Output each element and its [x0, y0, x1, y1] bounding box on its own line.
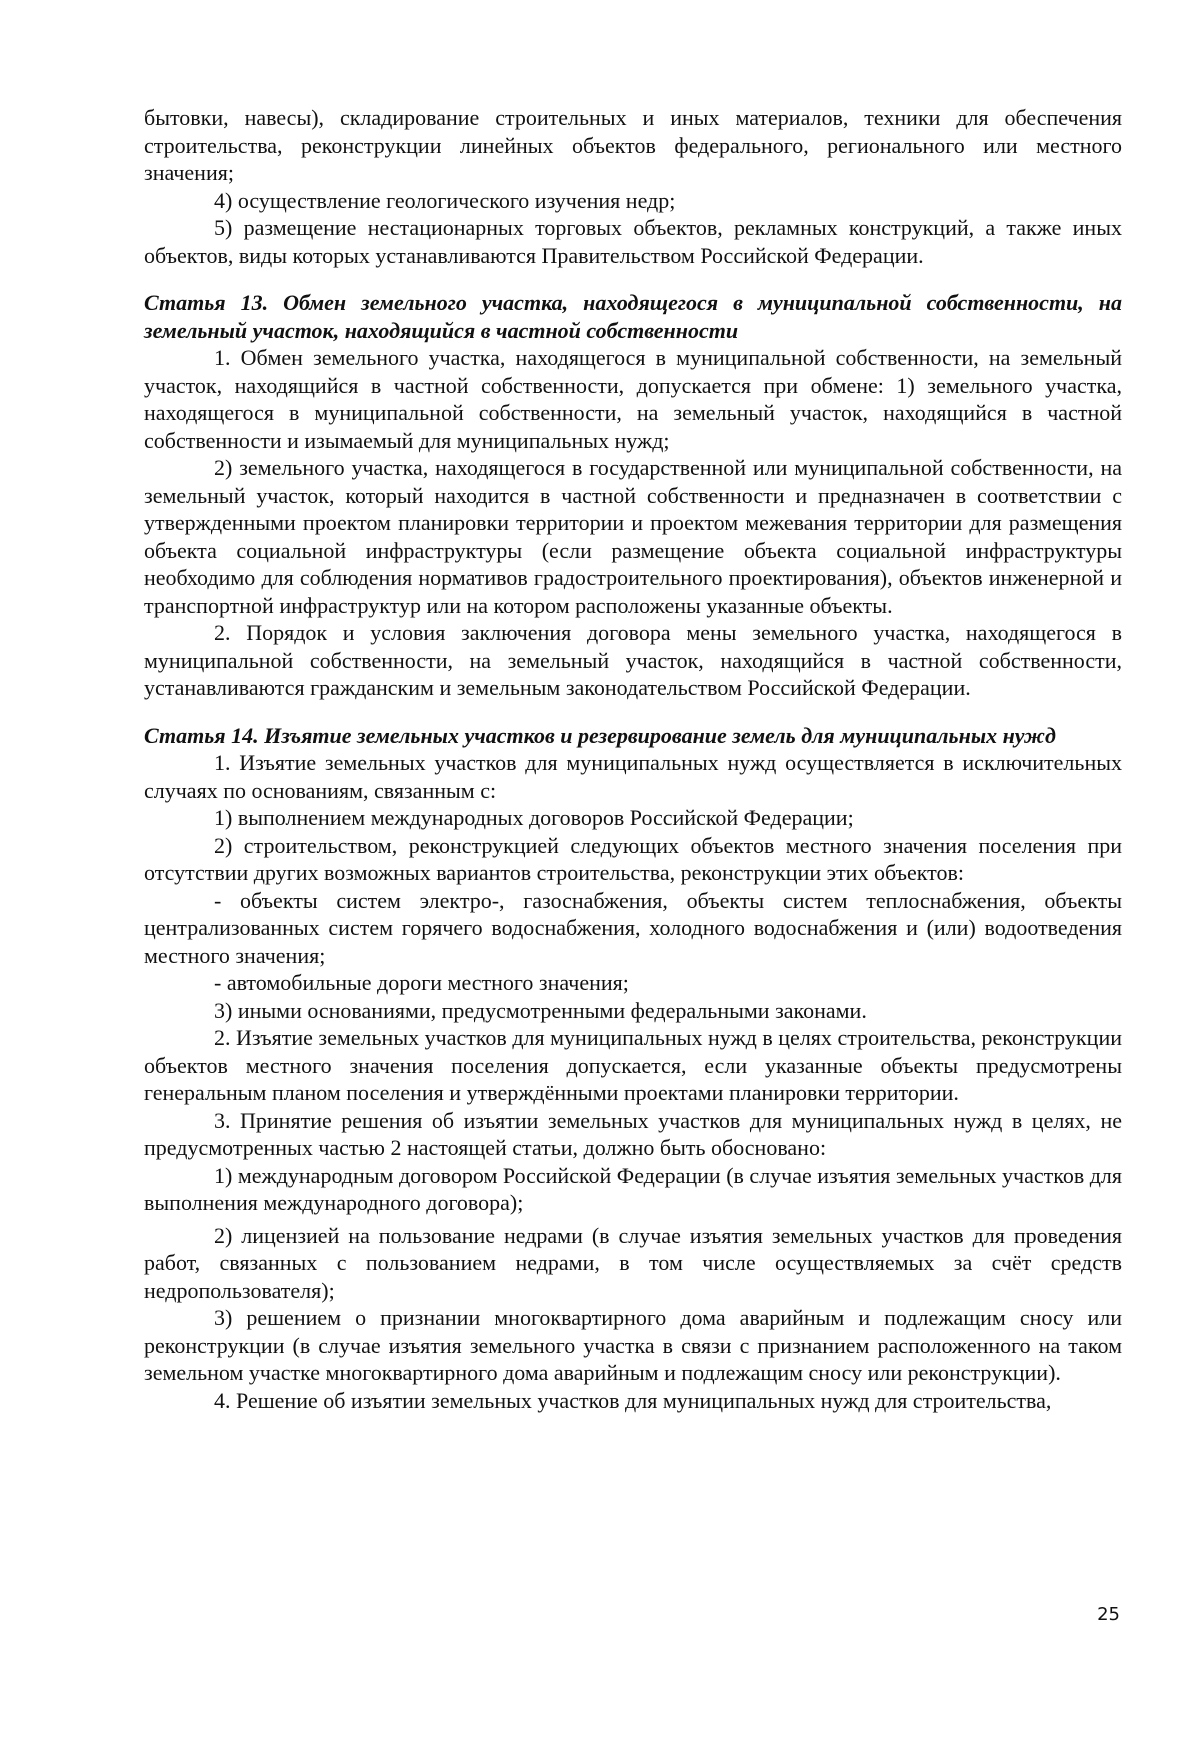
list-item: 5) размещение нестационарных торговых объектов, рекламных конструкций, а также иных объектов, виды которых устанавливаются Правительством Российской Федерации.	[144, 215, 1122, 268]
list-item: - объекты систем электро-, газоснабжения, объекты систем теплоснабжения, объекты централизованных систем горячего водоснабжения, холодного водоснабжения и (или) водоотведения местного значения;	[144, 887, 1122, 968]
list-item: 1) выполнением международных договоров Российской Федерации;	[214, 805, 854, 830]
page-number: 25	[1097, 1604, 1120, 1625]
paragraph: 4. Решение об изъятии земельных участков для муниципальных нужд для строительства,	[214, 1387, 1052, 1413]
list-item: 2) строительством, реконструкцией следующих объектов местного значения поселения при отсутствии других возможных вариантов строительства, реконструкции этих объектов:	[144, 832, 1122, 885]
list-item: 3) решением о признании многоквартирного дома аварийным и подлежащим сносу или реконструкции (в случае изъятия земельного участка в связи с признанием расположенного на таком земельном участке многоквартирного дома аварийным и подлежащим сносу или реконструкции).	[144, 1305, 1122, 1385]
paragraph: 3. Принятие решения об изъятии земельных участков для муниципальных нужд в целях, не предусмотренных частью 2 настоящей статьи, должно быть обосновано:	[144, 1107, 1122, 1160]
paragraph: 1. Изъятие земельных участков для муниципальных нужд осуществляется в исключительных случаях по основаниям, связанным с:	[144, 750, 1122, 803]
list-item: 3) иными основаниями, предусмотренными федеральными законами.	[214, 997, 867, 1023]
paragraph-continuation: бытовки, навесы), складирование строительных и иных материалов, техники для обеспечения строительства, реконструкции линейных объектов федерального, регионального или местного значения;	[144, 105, 1122, 185]
list-item: - автомобильные дороги местного значения;	[214, 970, 629, 995]
list-item: 2) лицензией на пользование недрами (в случае изъятия земельных участков для проведения работ, связанных с пользованием недрами, в том числе осуществляемых за счёт средств недропользователя);	[144, 1222, 1122, 1303]
paragraph: 2. Изъятие земельных участков для муниципальных нужд в целях строительства, реконструкции объектов местного значения поселения допускается, если указанные объекты предусмотрены генеральным планом поселения и утверждёнными проектами планировки территории.	[144, 1025, 1122, 1105]
paragraph: 2. Порядок и условия заключения договора мены земельного участка, находящегося в муниципальной собственности, на земельный участок, находящийся в частной собственности, устанавливаются гражданским и земельным законодательством Российской Федерации.	[144, 620, 1122, 700]
list-item: 1) международным договором Российской Федерации (в случае изъятия земельных участков для выполнения международного договора);	[144, 1162, 1123, 1215]
paragraph: 2) земельного участка, находящегося в государственной или муниципальной собственности, на земельный участок, который находится в частной собственности и предназначен в соответствии с утвержденными проектом планировки территории и проектом межевания территории для размещения объекта социальной инфраструктуры (если размещение объекта социальной инфраструктуры необходимо для соблюдения нормативов градостроительного проектирования), объектов инженерной и транспортной инфраструктур или на котором расположены указанные объекты.	[144, 455, 1122, 618]
article-14-heading: Статья 14. Изъятие земельных участков и резервирование земель для муниципальных нужд	[144, 722, 1056, 748]
paragraph: 1. Обмен земельного участка, находящегося в муниципальной собственности, на земельный участок, находящийся в частной собственности, допускается при обмене: 1) земельного участка, находящегося в муниципальной собственности, на земельный участок, находящийся в частной собственности и изымаемый для муниципальных нужд;	[144, 345, 1122, 453]
article-13-heading: Статья 13. Обмен земельного участка, находящегося в муниципальной собственности, на земельный участок, находящийся в частной собственности	[144, 290, 1122, 343]
list-item: 4) осуществление геологического изучения недр;	[214, 187, 676, 213]
document-body	[144, 104, 1122, 1414]
